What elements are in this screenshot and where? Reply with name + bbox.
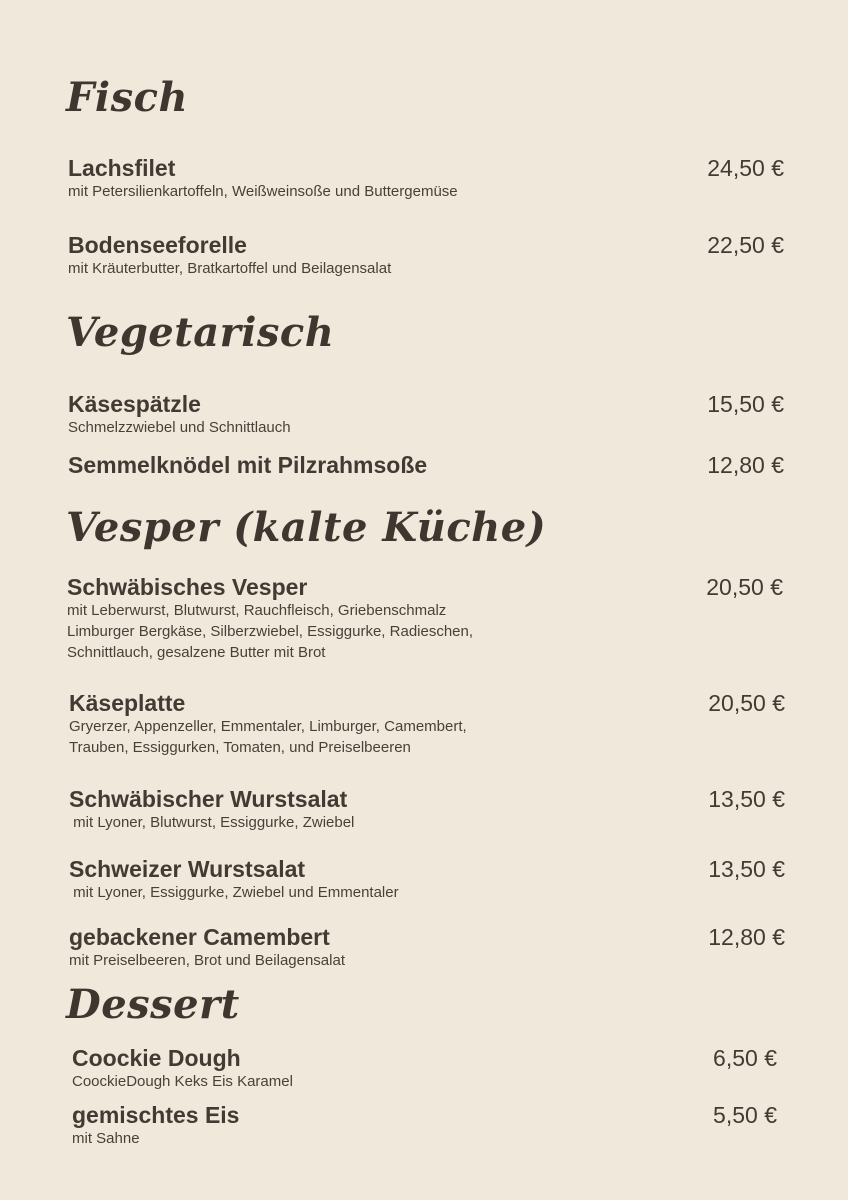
menu-item-name: Lachsfilet: [68, 155, 176, 181]
menu-item-description: mit Lyoner, Essiggurke, Zwiebel und Emmentaler: [69, 884, 399, 901]
menu-item-name: gebackener Camembert: [69, 924, 330, 950]
menu-item-name: Schweizer Wurstsalat: [69, 856, 306, 882]
menu-item: [68, 232, 784, 279]
menu-item-description: Trauben, Essiggurken, Tomaten, und Preiselbeeren: [69, 739, 411, 756]
menu-item-price: 6,50 €: [713, 1045, 777, 1071]
menu-item-description: Gryerzer, Appenzeller, Emmentaler, Limburger, Camembert,: [69, 718, 467, 735]
menu-item-name: Coockie Dough: [72, 1045, 241, 1071]
menu-item: [68, 155, 784, 202]
menu-item-description: mit Sahne: [72, 1130, 140, 1147]
menu-item-description: mit Leberwurst, Blutwurst, Rauchfleisch, Griebenschmalz: [67, 602, 447, 619]
menu-item-price: 12,80 €: [707, 452, 784, 478]
menu-item-price: 12,80 €: [708, 924, 785, 950]
menu-item-name: Bodenseeforelle: [68, 232, 247, 258]
menu-item-description: mit Kräuterbutter, Bratkartoffel und Beilagensalat: [68, 260, 392, 277]
menu-item-price: 5,50 €: [713, 1102, 777, 1128]
menu-item-name: Schwäbisches Vesper: [67, 574, 308, 600]
menu-item-name: Käseplatte: [69, 690, 186, 716]
menu-item-price: 20,50 €: [708, 690, 785, 716]
menu-item-price: 13,50 €: [708, 856, 785, 882]
menu-item-name: Semmelknödel mit Pilzrahmsoße: [68, 452, 428, 478]
menu-item: [72, 1045, 777, 1092]
menu-item: [68, 391, 784, 438]
menu-item-description: Limburger Bergkäse, Silberzwiebel, Essiggurke, Radieschen,: [67, 623, 474, 640]
menu-item-description: mit Petersilienkartoffeln, Weißweinsoße und Buttergemüse: [68, 183, 458, 200]
section-heading-dessert: Dessert: [66, 981, 240, 1028]
menu-item-name: Schwäbischer Wurstsalat: [69, 786, 348, 812]
section-heading-vesper: Vesper (kalte Küche): [66, 504, 547, 551]
menu-item: [69, 924, 785, 971]
menu-item: [72, 1102, 777, 1149]
menu-item: [67, 574, 783, 663]
menu-item: [68, 452, 784, 478]
menu-item-description: CoockieDough Keks Eis Karamel: [72, 1073, 293, 1090]
menu-item: [69, 856, 785, 903]
menu-item-price: 20,50 €: [706, 574, 783, 600]
menu-item: [69, 690, 785, 758]
menu-item-price: 24,50 €: [707, 155, 784, 181]
section-heading-vegetarisch: Vegetarisch: [66, 309, 335, 356]
menu-item-name: gemischtes Eis: [72, 1102, 240, 1128]
menu-item-price: 13,50 €: [708, 786, 785, 812]
menu-item-description: Schmelzzwiebel und Schnittlauch: [68, 419, 291, 436]
menu-item-price: 15,50 €: [707, 391, 784, 417]
menu-item-description: Schnittlauch, gesalzene Butter mit Brot: [67, 644, 326, 661]
menu-item-name: Käsespätzle: [68, 391, 201, 417]
menu-item-description: mit Lyoner, Blutwurst, Essiggurke, Zwiebel: [69, 814, 355, 831]
menu-item-price: 22,50 €: [707, 232, 784, 258]
menu-item-description: mit Preiselbeeren, Brot und Beilagensalat: [69, 952, 345, 969]
section-heading-fisch: Fisch: [66, 74, 189, 121]
menu-item: [69, 786, 785, 833]
